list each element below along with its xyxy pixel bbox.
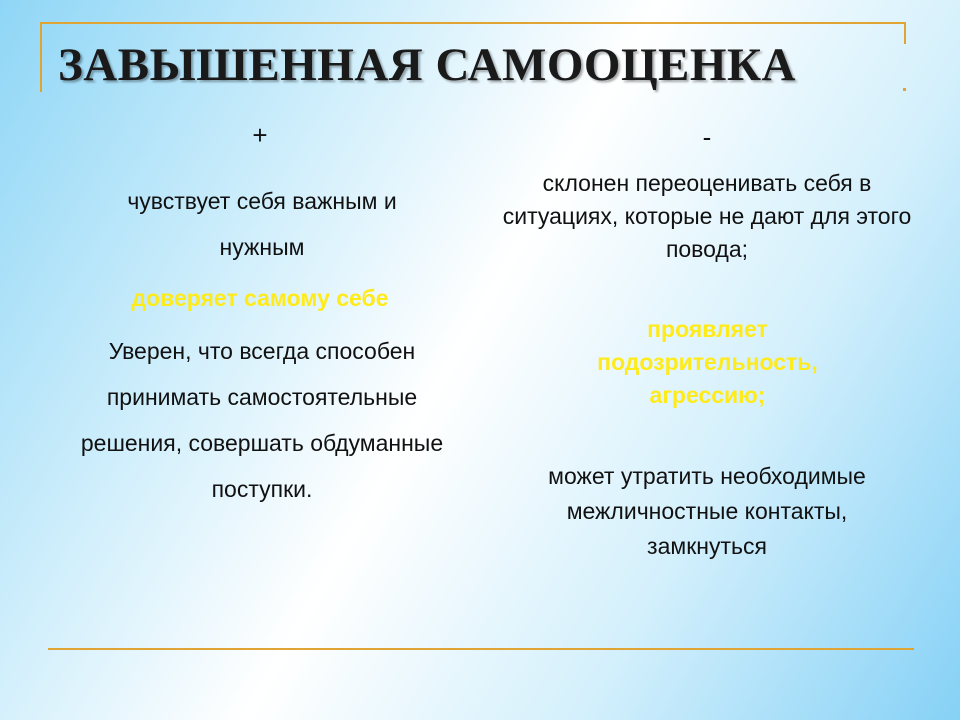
plus-item-important: чувствует себя важным и нужным <box>127 188 397 260</box>
top-rule <box>40 22 906 24</box>
minus-item-lose-contacts: может утратить необходимые межличностные контакты, замкнуться <box>548 463 866 559</box>
corner-dot <box>903 88 906 91</box>
bottom-rule <box>48 648 914 650</box>
plus-item-confident: Уверен, что всегда способен принимать самостоятельные решения, совершать обдуманные поступки. <box>80 338 444 502</box>
minus-item-overestimate: склонен переоценивать себя в ситуациях, которые не дают для этого повода; <box>502 170 912 262</box>
left-rule <box>40 22 42 92</box>
plus-column-header: + <box>252 120 268 150</box>
right-rule <box>904 22 906 44</box>
plus-item-self-trust: доверяет самому себе <box>131 285 389 311</box>
minus-column-header: - <box>702 122 712 152</box>
minus-item-suspicion: проявляет подозрительность, агрессию; <box>597 316 818 408</box>
page-title: ЗАВЫШЕННАЯ САМООЦЕНКА <box>58 39 796 91</box>
